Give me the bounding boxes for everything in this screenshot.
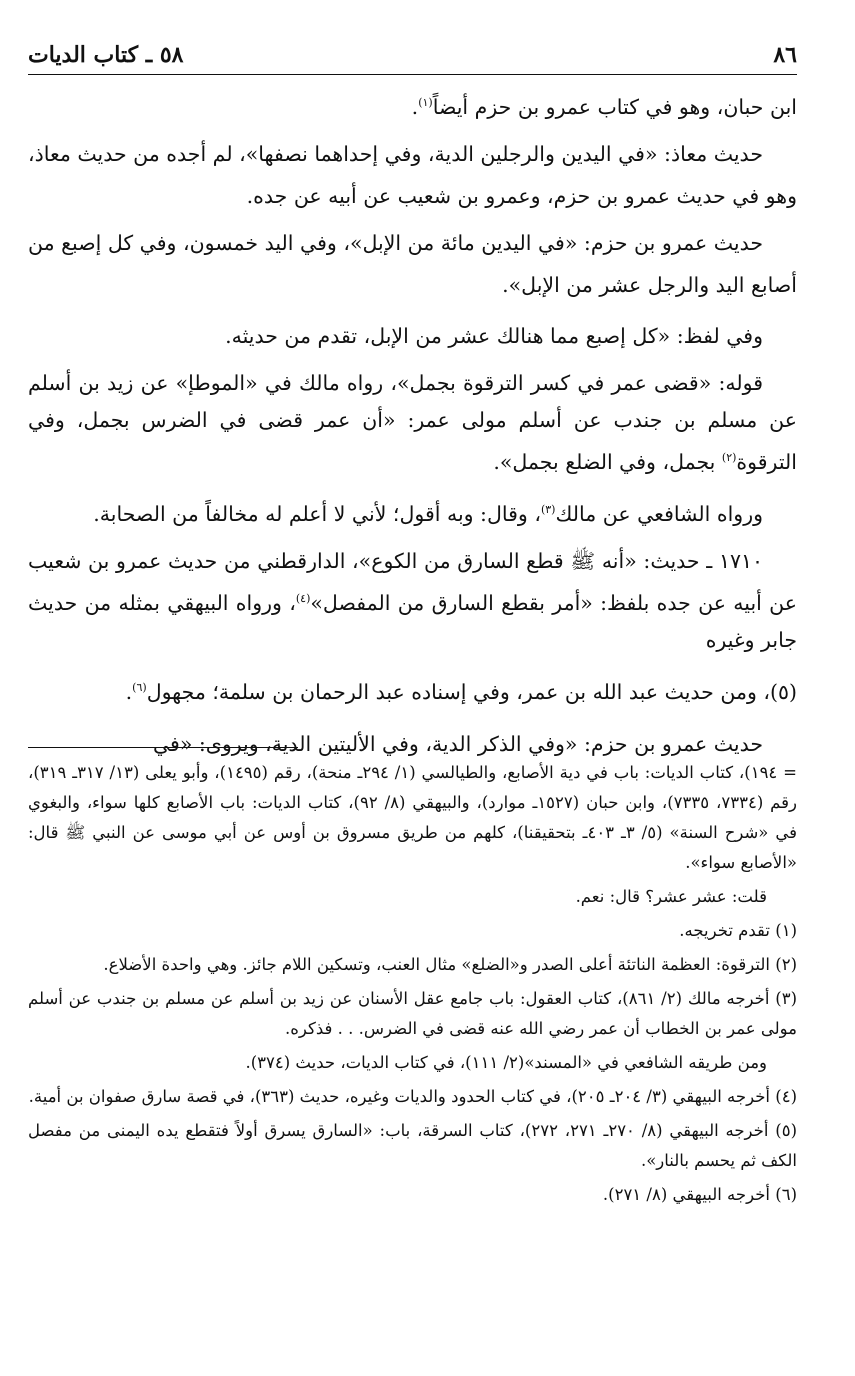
- paragraph-text: وفي لفظ: «كل إصبع مما هنالك عشر من الإبل، تقدم من حديثه.: [225, 324, 763, 349]
- footnote-marker: (٣): [540, 503, 556, 517]
- footnote-marker: (٦): [132, 680, 147, 694]
- page-number: ٨٦: [773, 42, 797, 68]
- paragraph: [28, 721, 797, 763]
- footnote: (٦) أخرجه البيهقي (٨/ ٢٧١).: [602, 1185, 797, 1204]
- footnote-marker: (٢): [721, 451, 737, 465]
- paragraph-tail: بجمل، وفي الضلع بجمل».: [493, 450, 722, 475]
- footnote: (١) تقدم تخريجه.: [679, 921, 797, 940]
- paragraph-text: ١٧١٠ ـ حديث: «أنه ﷺ قطع السارق من الكوع»، الدارقطني من حديث عمرو بن شعيب عن أبيه عن جده بلفظ: «أمر بقطع السارق من المفصل»: [28, 548, 797, 615]
- paragraph-text: ورواه الشافعي عن مالك: [555, 501, 763, 526]
- paragraph-text: حديث عمرو بن حزم: «في اليدين مائة من الإبل»، وفي اليد خمسون، وفي كل إصبع من أصابع اليد والرجل عشر من الإبل».: [28, 230, 797, 297]
- footnote: (٣) أخرجه مالك (٢/ ٨٦١)، كتاب العقول: باب جامع عقل الأسنان عن زيد بن أسلم عن مسلم بن جندب عن أسلم مولى عمر بن الخطاب أن عمر رضي الله عنه قضى في الضرس. . . فذكره.: [28, 989, 797, 1038]
- footnote: = ١٩٤)، كتاب الديات: باب في دية الأصابع، والطيالسي (١/ ٢٩٤ـ منحة)، رقم (١٤٩٥)، وأبو يعلى (١٣/ ٣١٧ـ ٣١٩)، رقم (٧٣٣٤، ٧٣٣٥)، وابن حبان (١٥٢٧ـ موارد)، والبيهقي (٨/ ٩٢)، كتاب الديات: باب الأصابع كلها سواء، والبغوي في «شرح السنة» (٥/ ٣ـ ٤٠٣ـ بتحقيقنا)، كلهم من طريق مسروق بن أوس عن أبي موسى عن النبي ﷺ قال: «الأصابع سواء».: [28, 763, 797, 872]
- footnote: قلت: عشر عشر؟ قال: نعم.: [575, 887, 767, 906]
- paragraph-tail: .: [125, 679, 133, 704]
- paragraph-text: (٥)، ومن حديث عبد الله بن عمر، وفي إسناده عبد الرحمان بن سلمة؛ مجهول: [146, 679, 797, 704]
- footnote-marker: (١): [418, 96, 433, 109]
- paragraph-text: ابن حبان، وهو في كتاب عمرو بن حزم أيضاً: [432, 94, 797, 119]
- footnote-separator: [28, 747, 298, 748]
- paragraph: [28, 669, 797, 711]
- paragraph-tail: ، وقال: وبه أقول؛ لأني لا أعلم له مخالفاً من الصحابة.: [93, 501, 541, 526]
- paragraph: [28, 491, 797, 533]
- paragraph-tail: ، ورواه البيهقي بمثله من حديث جابر وغيره: [28, 590, 797, 652]
- main-text: [28, 84, 797, 772]
- page-header: [28, 40, 797, 75]
- paragraph: [28, 365, 797, 481]
- footnote: (٢) الترقوة: العظمة الناتئة أعلى الصدر و«الضلع» مثال العنب، وتسكين اللام جائز. وهي واحدة الأضلاع.: [103, 955, 797, 974]
- paragraph: [28, 313, 797, 355]
- footnote: (٤) أخرجه البيهقي (٣/ ٢٠٤ـ ٢٠٥)، في كتاب الحدود والديات وغيره، حديث (٣٦٣)، في قصة سارق صفوان بن أمية.: [28, 1087, 797, 1106]
- footnotes: [28, 758, 797, 1214]
- paragraph-text: قوله: «قضى عمر في كسر الترقوة بجمل»، رواه مالك في «الموطإ» عن زيد بن أسلم عن مسلم بن جندب عن أسلم مولى عمر: «أن عمر قضى في الضرس بجمل، وفي الترقوة: [28, 371, 797, 475]
- paragraph-text: حديث معاذ: «في اليدين والرجلين الدية، وفي إحداهما نصفها»، لم أجده من حديث معاذ، وهو في حديث عمرو بن حزم، وعمرو بن شعيب عن أبيه عن جده.: [28, 141, 797, 208]
- paragraph-text: حديث عمرو بن حزم: «وفي الذكر الدية، وفي الأليتين الدية، ويروى: «في: [152, 731, 763, 756]
- paragraph: [28, 225, 797, 304]
- paragraph: [28, 136, 797, 215]
- paragraph-tail: .: [411, 94, 419, 119]
- footnote: (٥) أخرجه البيهقي (٨/ ٢٧٠ـ ٢٧١، ٢٧٢)، كتاب السرقة، باب: «السارق يسرق أولاً فتقطع يده اليمنى من مفصل الكف ثم يحسم بالنار».: [28, 1121, 797, 1170]
- footnote-marker: (٤): [295, 591, 311, 605]
- paragraph: [28, 84, 797, 126]
- paragraph: [28, 543, 797, 659]
- running-head: ٥٨ ـ كتاب الديات: [28, 42, 184, 68]
- footnote: ومن طريقه الشافعي في «المسند»(٢/ ١١١)، في كتاب الديات، حديث (٣٧٤).: [245, 1053, 767, 1072]
